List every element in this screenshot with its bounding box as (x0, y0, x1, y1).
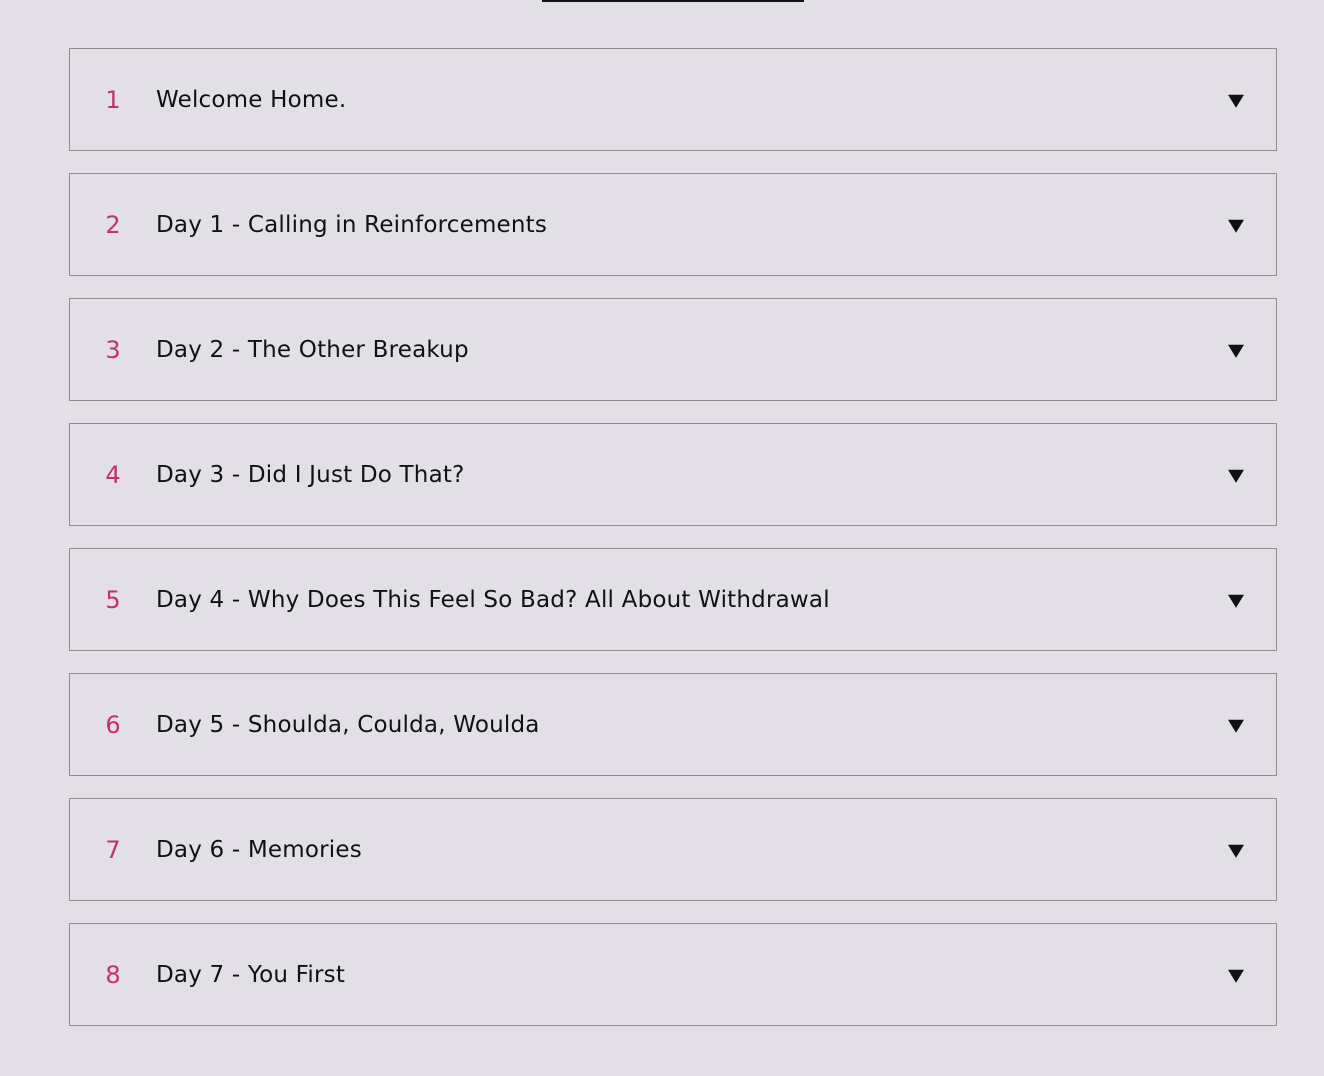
caret-down-icon[interactable] (1228, 344, 1244, 357)
caret-down-icon[interactable] (1228, 219, 1244, 232)
accordion-item[interactable] (69, 173, 1277, 276)
caret-down-icon[interactable] (1228, 469, 1244, 482)
lesson-accordion (69, 48, 1277, 1026)
accordion-item[interactable] (69, 298, 1277, 401)
caret-down-icon[interactable] (1228, 719, 1244, 732)
top-link-underline[interactable] (542, 0, 804, 2)
item-number: 5 (105, 585, 121, 614)
item-number: 1 (105, 85, 121, 114)
accordion-item[interactable] (69, 48, 1277, 151)
item-number: 7 (105, 835, 121, 864)
item-title: Day 4 - Why Does This Feel So Bad? All About Withdrawal (156, 586, 830, 613)
item-title: Welcome Home. (156, 86, 347, 113)
item-number: 8 (105, 960, 121, 989)
item-title: Day 2 - The Other Breakup (156, 336, 469, 363)
item-title: Day 1 - Calling in Reinforcements (156, 211, 548, 238)
caret-down-icon[interactable] (1228, 969, 1244, 982)
item-title: Day 5 - Shoulda, Coulda, Woulda (156, 711, 540, 738)
item-number: 3 (105, 335, 121, 364)
item-number: 2 (105, 210, 121, 239)
caret-down-icon[interactable] (1228, 594, 1244, 607)
accordion-item[interactable] (69, 423, 1277, 526)
caret-down-icon[interactable] (1228, 844, 1244, 857)
accordion-item[interactable] (69, 548, 1277, 651)
accordion-item[interactable] (69, 798, 1277, 901)
item-title: Day 7 - You First (156, 961, 346, 988)
item-number: 6 (105, 710, 121, 739)
accordion-item[interactable] (69, 673, 1277, 776)
accordion-item[interactable] (69, 923, 1277, 1026)
item-title: Day 3 - Did I Just Do That? (156, 461, 465, 488)
item-number: 4 (105, 460, 121, 489)
item-title: Day 6 - Memories (156, 836, 362, 863)
caret-down-icon[interactable] (1228, 94, 1244, 107)
